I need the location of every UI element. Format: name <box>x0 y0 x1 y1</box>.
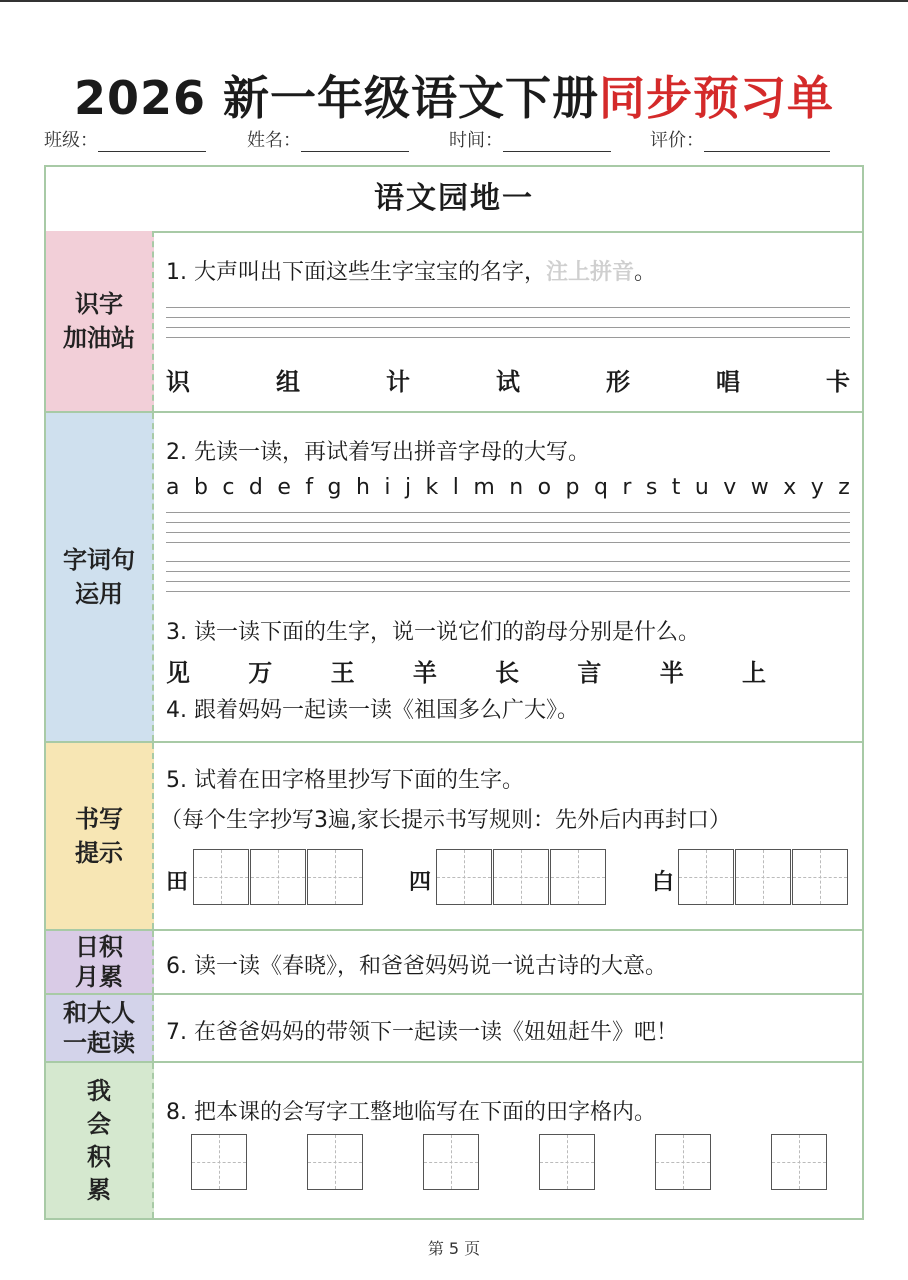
tianzige-cell[interactable] <box>250 849 306 905</box>
watermark-stamp: 注上拼音 <box>546 260 635 285</box>
letter: v <box>723 475 737 500</box>
alphabet-row <box>166 475 850 500</box>
char-list <box>166 362 850 397</box>
letter: k <box>425 475 439 500</box>
question-8: 8. 把本课的会写字工整地临写在下面的田字格内。 <box>166 1100 656 1125</box>
letter: a <box>166 475 180 500</box>
grid-char: 白 <box>652 870 675 895</box>
char: 组 <box>276 368 300 396</box>
row-words <box>46 413 862 743</box>
title-highlight: 同步预习单 <box>599 71 835 125</box>
letter: b <box>193 475 208 500</box>
question-4: 4. 跟着妈妈一起读一读《祖国多么广大》。 <box>166 698 579 723</box>
tianzige-cell[interactable] <box>735 849 791 905</box>
tianzige-cell[interactable] <box>493 849 549 905</box>
tianzige-cell[interactable] <box>771 1134 827 1190</box>
class-label: 班级： <box>44 130 98 151</box>
grid-char: 田 <box>166 870 189 895</box>
letter: s <box>645 475 658 500</box>
rating-label: 评价： <box>650 130 704 151</box>
letter: e <box>277 475 291 500</box>
tianzige-cell[interactable] <box>436 849 492 905</box>
row-content <box>166 413 850 741</box>
tianzige-cell[interactable] <box>678 849 734 905</box>
letter: i <box>384 475 391 500</box>
row-accumulate <box>46 1063 862 1218</box>
letter: m <box>473 475 495 500</box>
char: 万 <box>248 659 273 687</box>
title-main: 2026 新一年级语文下册 <box>73 71 600 125</box>
row-content <box>166 995 850 1061</box>
class-blank[interactable] <box>98 131 206 152</box>
char: 见 <box>166 659 190 687</box>
char: 形 <box>606 368 630 396</box>
tianzige-cell[interactable] <box>191 1134 247 1190</box>
letter: t <box>671 475 681 500</box>
row-content <box>160 743 850 929</box>
grid-char: 四 <box>409 870 432 895</box>
char: 王 <box>330 659 355 687</box>
name-field[interactable] <box>247 126 409 152</box>
char: 计 <box>386 368 410 396</box>
letter: p <box>565 475 580 500</box>
row-content <box>166 1063 850 1218</box>
tianzige-cell[interactable] <box>307 1134 363 1190</box>
row-read-together <box>46 995 862 1063</box>
name-blank[interactable] <box>301 131 409 152</box>
writing-lines[interactable] <box>166 561 850 601</box>
char: 识 <box>166 368 190 396</box>
row-label: 识字 加油站 <box>46 231 154 411</box>
letter: y <box>810 475 824 500</box>
char: 卡 <box>826 368 850 396</box>
page-number: 第 5 页 <box>427 1239 481 1258</box>
row-label: 字词句 运用 <box>46 413 154 741</box>
char-list <box>166 653 766 688</box>
letter: d <box>248 475 263 500</box>
letter: f <box>305 475 314 500</box>
char: 半 <box>659 659 684 687</box>
question-5: 5. 试着在田字格里抄写下面的生字。 <box>166 768 524 793</box>
student-info <box>44 126 864 154</box>
letter: n <box>509 475 524 500</box>
question-1-text: 1. 大声叫出下面这些生字宝宝的名字， <box>166 260 546 285</box>
char: 上 <box>741 659 766 687</box>
rating-blank[interactable] <box>704 131 830 152</box>
tianzige-cell[interactable] <box>550 849 606 905</box>
char: 羊 <box>412 659 437 687</box>
tianzige-cell[interactable] <box>539 1134 595 1190</box>
letter: c <box>222 475 235 500</box>
name-label: 姓名： <box>247 130 301 151</box>
row-literacy <box>46 231 862 413</box>
question-2: 2. 先读一读，再试着写出拼音字母的大写。 <box>166 440 590 465</box>
letter: r <box>622 475 632 500</box>
char: 唱 <box>716 368 740 396</box>
row-content <box>166 231 850 411</box>
question-1-end: 。 <box>634 260 657 285</box>
letter: q <box>593 475 608 500</box>
time-blank[interactable] <box>503 131 611 152</box>
question-6: 6. 读一读《春晓》，和爸爸妈妈说一说古诗的大意。 <box>166 954 667 979</box>
letter: u <box>694 475 709 500</box>
page-title <box>0 62 908 128</box>
time-label: 时间： <box>449 130 503 151</box>
tianzige-cell[interactable] <box>655 1134 711 1190</box>
rating-field[interactable] <box>650 126 830 152</box>
letter: w <box>750 475 769 500</box>
row-daily <box>46 931 862 995</box>
section-title: 语文园地一 <box>46 167 862 233</box>
letter: x <box>783 475 797 500</box>
letter: g <box>327 475 342 500</box>
char: 试 <box>496 368 520 396</box>
tianzige-cell[interactable] <box>792 849 848 905</box>
row-label: 和大人 一起读 <box>46 995 154 1061</box>
letter: l <box>452 475 459 500</box>
row-label: 书写 提示 <box>46 743 154 929</box>
worksheet <box>44 165 864 1220</box>
letter: j <box>404 475 412 500</box>
letter: z <box>838 475 850 500</box>
row-writing <box>46 743 862 931</box>
char: 言 <box>577 659 602 687</box>
class-field[interactable] <box>44 126 206 152</box>
writing-lines[interactable] <box>166 512 850 552</box>
row-label: 日积 月累 <box>46 931 154 993</box>
question-3: 3. 读一读下面的生字，说一说它们的韵母分别是什么。 <box>166 620 700 645</box>
tianzige-cell[interactable] <box>423 1134 479 1190</box>
question-5-note: （每个生字抄写3遍,家长提示书写规则：先外后内再封口） <box>160 808 731 833</box>
letter: h <box>355 475 370 500</box>
tianzige-cell[interactable] <box>307 849 363 905</box>
writing-lines[interactable] <box>166 307 850 347</box>
tianzige-cell[interactable] <box>193 849 249 905</box>
row-content <box>166 931 850 993</box>
row-label: 我 会 积 累 <box>46 1063 154 1218</box>
top-border <box>0 0 908 2</box>
time-field[interactable] <box>449 126 611 152</box>
letter: o <box>537 475 552 500</box>
question-7: 7. 在爸爸妈妈的带领下一起读一读《妞妞赶牛》吧！ <box>166 1020 678 1045</box>
char: 长 <box>495 659 520 687</box>
question-1 <box>166 255 656 286</box>
